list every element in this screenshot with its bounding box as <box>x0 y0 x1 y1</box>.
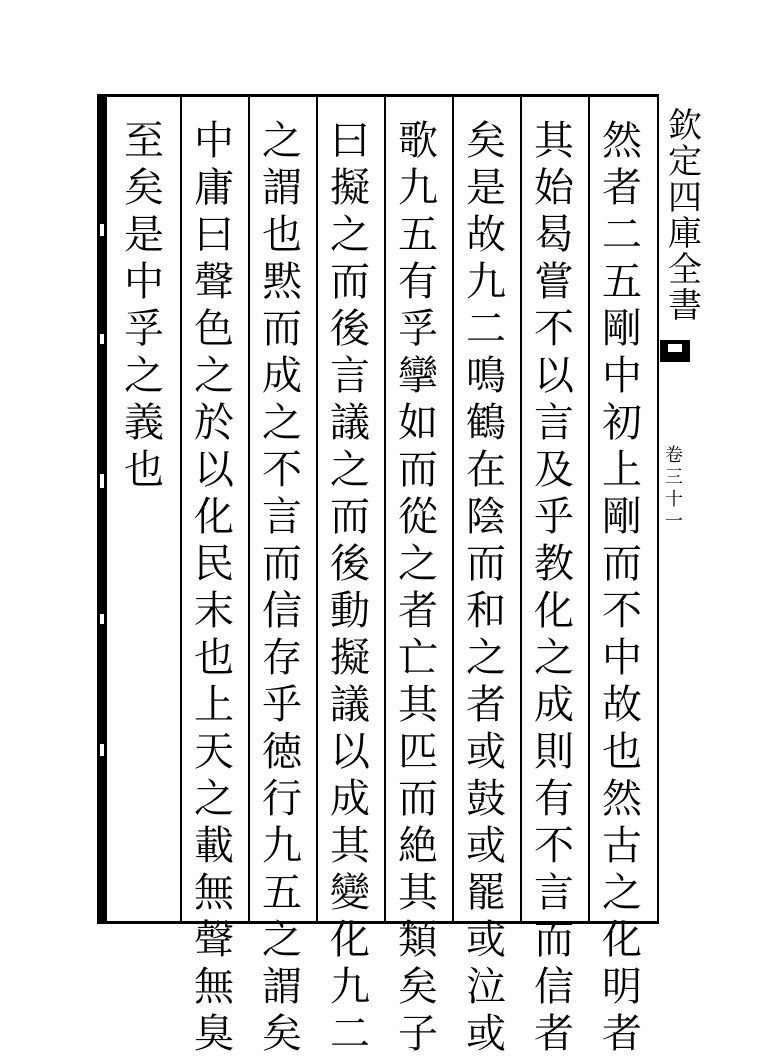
glyph: 之 <box>398 541 438 587</box>
glyph: 五 <box>602 259 642 305</box>
glyph: 明 <box>602 964 642 1010</box>
glyph: 之 <box>194 353 234 399</box>
glyph: 信 <box>262 588 302 634</box>
margin-volume <box>662 445 686 533</box>
glyph: 不 <box>262 447 302 493</box>
glyph: 故 <box>602 682 642 728</box>
glyph: 教 <box>534 541 574 587</box>
glyph: 徳 <box>262 729 302 775</box>
glyph: 從 <box>398 494 438 540</box>
glyph: 其 <box>398 682 438 728</box>
glyph: 孚 <box>398 306 438 352</box>
text-column-6 <box>252 118 312 1057</box>
glyph: 初 <box>602 400 642 446</box>
glyph: 黙 <box>262 259 302 305</box>
glyph: 言 <box>534 400 574 446</box>
glyph: 議 <box>330 682 370 728</box>
text-column-7 <box>184 118 244 1057</box>
glyph: 或 <box>466 917 506 963</box>
glyph: 謂 <box>262 165 302 211</box>
text-column-4 <box>388 118 448 1057</box>
glyph: 成 <box>262 353 302 399</box>
glyph: 化 <box>330 917 370 963</box>
glyph: 嘗 <box>534 259 574 305</box>
glyph: 或 <box>466 823 506 869</box>
glyph: 之 <box>466 635 506 681</box>
margin-glyph: 全 <box>668 250 702 290</box>
glyph: 無 <box>194 870 234 916</box>
glyph: 存 <box>262 635 302 681</box>
glyph: 而 <box>262 306 302 352</box>
glyph: 在 <box>466 447 506 493</box>
glyph: 鳴 <box>466 353 506 399</box>
glyph: 之 <box>534 635 574 681</box>
glyph: 化 <box>194 494 234 540</box>
glyph: 動 <box>330 588 370 634</box>
glyph: 者 <box>534 1011 574 1057</box>
glyph: 言 <box>262 494 302 540</box>
glyph: 以 <box>330 729 370 775</box>
glyph: 不 <box>534 306 574 352</box>
glyph: 匹 <box>398 729 438 775</box>
glyph: 於 <box>194 400 234 446</box>
text-column-3 <box>456 118 516 1057</box>
column-divider <box>248 94 250 924</box>
glyph: 中 <box>124 259 164 305</box>
glyph: 化 <box>534 588 574 634</box>
glyph: 而 <box>534 917 574 963</box>
glyph: 是 <box>124 212 164 258</box>
glyph: 然 <box>602 118 642 164</box>
glyph: 是 <box>466 165 506 211</box>
glyph: 故 <box>466 212 506 258</box>
glyph: 然 <box>602 776 642 822</box>
column-divider <box>384 94 386 924</box>
glyph: 者 <box>466 682 506 728</box>
text-column-5 <box>320 118 380 1057</box>
glyph: 則 <box>534 729 574 775</box>
margin-title <box>665 108 705 324</box>
glyph: 乎 <box>262 682 302 728</box>
glyph: 二 <box>602 212 642 258</box>
column-divider <box>316 94 318 924</box>
glyph: 後 <box>330 306 370 352</box>
text-column-2 <box>524 118 584 1057</box>
glyph: 臭 <box>194 1011 234 1057</box>
glyph: 庸 <box>194 165 234 211</box>
column-divider <box>520 94 522 924</box>
glyph: 之 <box>262 917 302 963</box>
glyph: 鶴 <box>466 400 506 446</box>
glyph: 之 <box>262 118 302 164</box>
glyph: 九 <box>398 165 438 211</box>
glyph: 無 <box>194 964 234 1010</box>
glyph: 其 <box>534 118 574 164</box>
margin-glyph: 庫 <box>668 214 702 254</box>
text-column-8 <box>114 118 174 918</box>
glyph: 九 <box>262 823 302 869</box>
glyph: 罷 <box>466 870 506 916</box>
glyph: 剛 <box>602 494 642 540</box>
glyph: 謂 <box>262 964 302 1010</box>
margin-glyph: 書 <box>668 286 702 326</box>
glyph: 成 <box>534 682 574 728</box>
glyph: 其 <box>330 823 370 869</box>
column-divider <box>452 94 454 924</box>
glyph: 言 <box>534 870 574 916</box>
glyph: 子 <box>398 1011 438 1057</box>
margin-glyph: 十 <box>665 489 683 510</box>
glyph: 之 <box>262 400 302 446</box>
glyph: 者 <box>602 165 642 211</box>
glyph: 而 <box>262 541 302 587</box>
glyph: 或 <box>466 1011 506 1057</box>
glyph: 者 <box>398 588 438 634</box>
glyph: 矣 <box>466 118 506 164</box>
margin-glyph: 一 <box>665 511 683 532</box>
glyph: 剛 <box>602 306 642 352</box>
glyph: 以 <box>194 447 234 493</box>
glyph: 之 <box>330 447 370 493</box>
glyph: 聲 <box>194 259 234 305</box>
glyph: 民 <box>194 541 234 587</box>
glyph: 行 <box>262 776 302 822</box>
glyph: 九 <box>466 259 506 305</box>
margin-glyph: 三 <box>665 467 683 488</box>
glyph: 義 <box>124 400 164 446</box>
glyph: 而 <box>398 776 438 822</box>
glyph: 類 <box>398 917 438 963</box>
glyph: 和 <box>466 588 506 634</box>
glyph: 曰 <box>194 212 234 258</box>
margin-glyph: 卷 <box>665 445 683 466</box>
glyph: 而 <box>398 447 438 493</box>
glyph: 或 <box>466 729 506 775</box>
glyph: 中 <box>602 635 642 681</box>
glyph: 古 <box>602 823 642 869</box>
glyph: 上 <box>602 447 642 493</box>
glyph: 色 <box>194 306 234 352</box>
glyph: 五 <box>398 212 438 258</box>
glyph: 矣 <box>262 1011 302 1057</box>
glyph: 鼓 <box>466 776 506 822</box>
glyph: 至 <box>124 118 164 164</box>
glyph: 始 <box>534 165 574 211</box>
column-divider <box>588 94 590 924</box>
glyph: 中 <box>194 118 234 164</box>
glyph: 五 <box>262 870 302 916</box>
glyph: 絶 <box>398 823 438 869</box>
margin-glyph: 四 <box>668 178 702 218</box>
glyph: 九 <box>330 964 370 1010</box>
glyph: 二 <box>330 1011 370 1057</box>
glyph: 也 <box>124 447 164 493</box>
glyph: 載 <box>194 823 234 869</box>
column-divider <box>657 94 659 924</box>
glyph: 中 <box>602 353 642 399</box>
glyph: 也 <box>194 635 234 681</box>
glyph: 聲 <box>194 917 234 963</box>
glyph: 言 <box>330 353 370 399</box>
glyph: 不 <box>602 588 642 634</box>
glyph: 乎 <box>534 494 574 540</box>
fishtail-mark <box>660 340 690 362</box>
glyph: 變 <box>330 870 370 916</box>
glyph: 攣 <box>398 353 438 399</box>
glyph: 之 <box>330 212 370 258</box>
glyph: 擬 <box>330 165 370 211</box>
glyph: 者 <box>602 1011 642 1057</box>
margin-glyph: 欽 <box>668 106 702 146</box>
glyph: 矣 <box>398 964 438 1010</box>
glyph: 之 <box>194 776 234 822</box>
glyph: 泣 <box>466 964 506 1010</box>
glyph: 上 <box>194 682 234 728</box>
glyph: 及 <box>534 447 574 493</box>
column-divider <box>180 94 182 924</box>
glyph: 不 <box>534 823 574 869</box>
glyph: 孚 <box>124 306 164 352</box>
glyph: 也 <box>602 729 642 775</box>
glyph: 二 <box>466 306 506 352</box>
glyph: 曷 <box>534 212 574 258</box>
glyph: 其 <box>398 870 438 916</box>
glyph: 以 <box>534 353 574 399</box>
glyph: 化 <box>602 917 642 963</box>
glyph: 亡 <box>398 635 438 681</box>
glyph: 信 <box>534 964 574 1010</box>
glyph: 之 <box>602 870 642 916</box>
text-column-1 <box>592 118 652 1057</box>
glyph: 歌 <box>398 118 438 164</box>
glyph: 擬 <box>330 635 370 681</box>
glyph: 之 <box>124 353 164 399</box>
glyph: 天 <box>194 729 234 775</box>
glyph: 議 <box>330 400 370 446</box>
glyph: 而 <box>602 541 642 587</box>
glyph: 而 <box>330 494 370 540</box>
glyph: 也 <box>262 212 302 258</box>
glyph: 矣 <box>124 165 164 211</box>
glyph: 有 <box>534 776 574 822</box>
glyph: 末 <box>194 588 234 634</box>
glyph: 而 <box>330 259 370 305</box>
glyph: 成 <box>330 776 370 822</box>
glyph: 有 <box>398 259 438 305</box>
glyph: 如 <box>398 400 438 446</box>
margin-glyph: 定 <box>668 142 702 182</box>
glyph: 而 <box>466 541 506 587</box>
glyph: 曰 <box>330 118 370 164</box>
glyph: 陰 <box>466 494 506 540</box>
glyph: 後 <box>330 541 370 587</box>
